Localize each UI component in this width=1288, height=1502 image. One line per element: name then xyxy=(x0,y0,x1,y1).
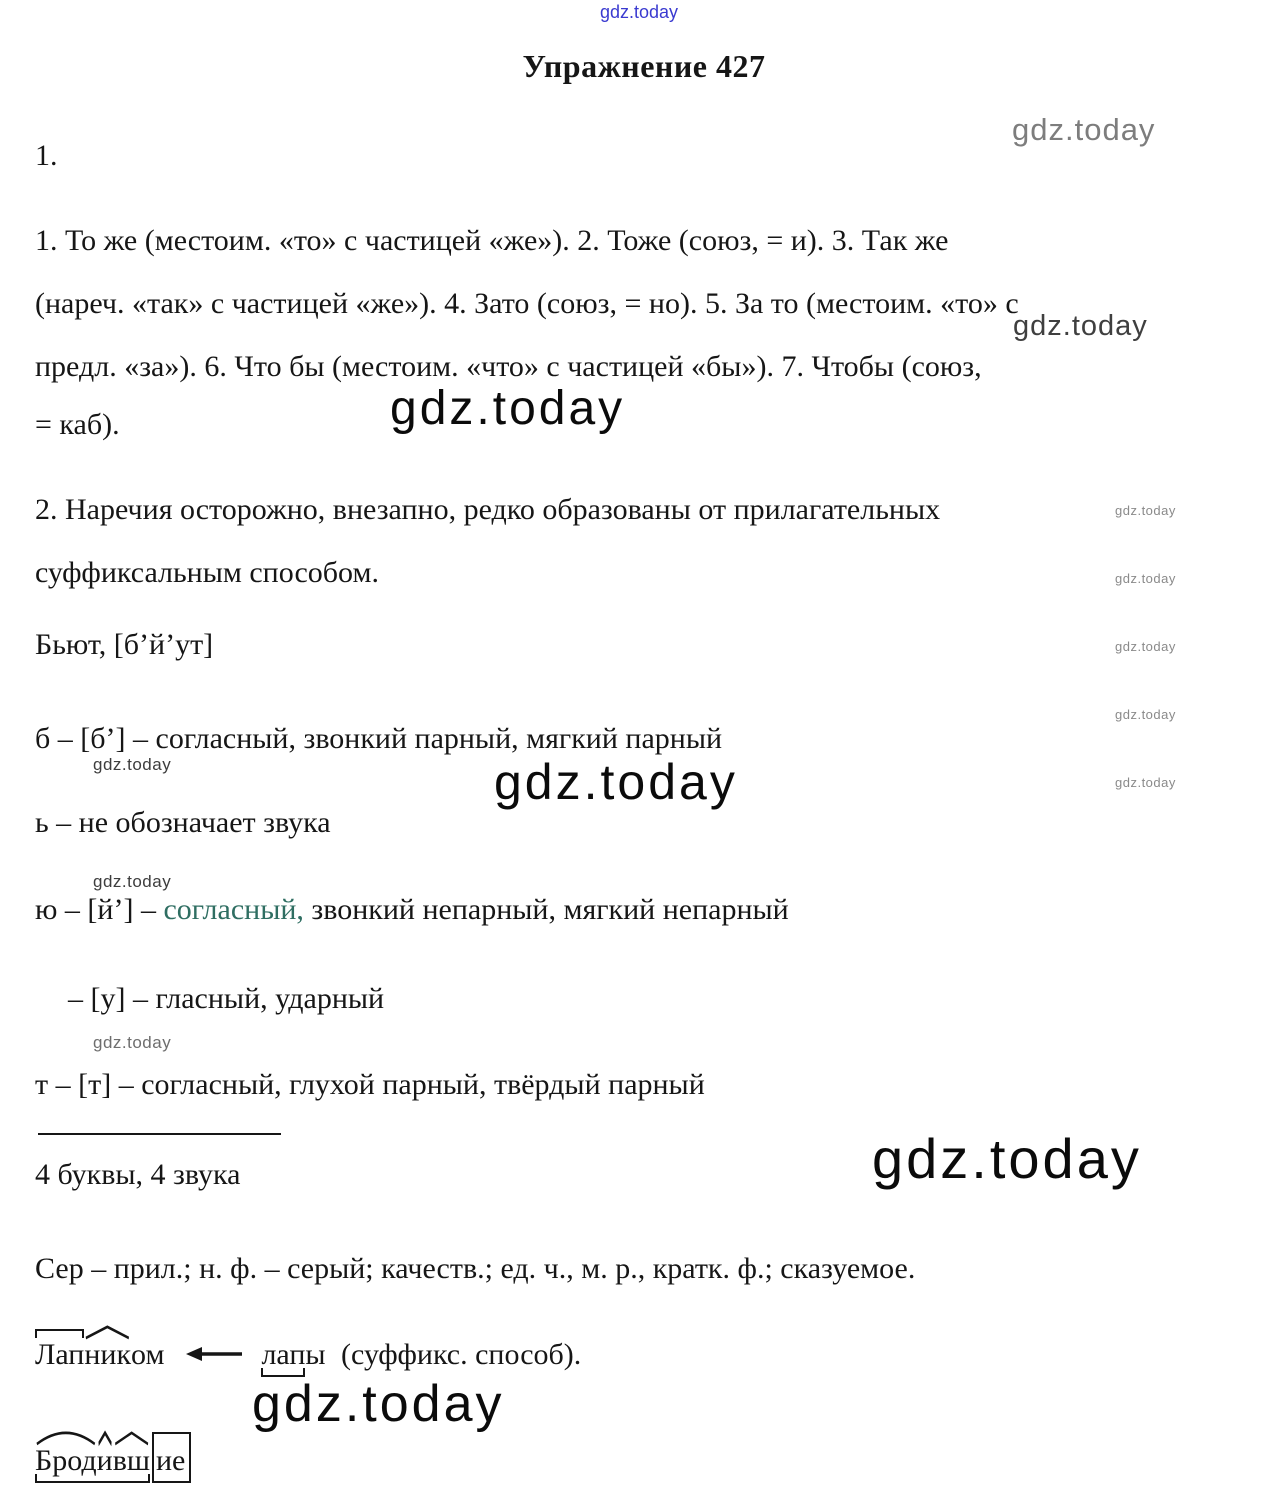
derivation-line xyxy=(35,1338,581,1372)
part2-line-1: 2. Наречия осторожно, внезапно, редко образованы от прилагательных xyxy=(35,493,941,526)
exercise-title: Упражнение 427 xyxy=(522,48,766,84)
watermark-big-2: gdz.today xyxy=(494,754,738,810)
watermark-inline-3: gdz.today xyxy=(93,1033,172,1052)
left-arrow-icon xyxy=(186,1345,244,1363)
watermark-title-right: gdz.today xyxy=(1012,112,1156,147)
phonetic-line-yu xyxy=(35,893,789,927)
lapnikom-ending: ом xyxy=(131,1338,165,1371)
adjective-parse-line: Сер – прил.; н. ф. – серый; качеств.; ед. ч., м. р., кратк. ф.; сказуемое. xyxy=(35,1252,916,1285)
part1-line-1: 1. То же (местоим. «то» с частицей «же»). 2. Тоже (союз, = и). 3. Так же xyxy=(35,224,949,257)
phonetic-line-b: б – [б’] – согласный, звонкий парный, мягкий парный xyxy=(35,722,723,755)
summary-divider-rule xyxy=(38,1133,281,1135)
watermark-big-3: gdz.today xyxy=(872,1127,1142,1190)
brodivshie-ending-box: ие xyxy=(152,1432,191,1483)
watermark-paragraph-right: gdz.today xyxy=(1013,310,1148,342)
watermark-big-4: gdz.today xyxy=(252,1375,505,1433)
word-brodivshie xyxy=(35,1432,191,1483)
phonetic-line-u: – [у] – гласный, ударный xyxy=(68,982,385,1015)
lapnikom-suffix: ник xyxy=(84,1338,131,1372)
lapnikom-root: Лап xyxy=(35,1338,84,1372)
participle-line xyxy=(35,1432,191,1483)
root-underline-mark xyxy=(261,1368,305,1377)
suffix-caret-mark xyxy=(84,1325,131,1338)
part2-line-2: суффиксальным способом. xyxy=(35,556,379,589)
watermark-margin-1: gdz.today xyxy=(1115,503,1176,518)
watermark-margin-4: gdz.today xyxy=(1115,707,1176,722)
letters-sounds-total: 4 буквы, 4 звука xyxy=(35,1158,241,1191)
brodivshie-suffix1: и xyxy=(97,1444,113,1478)
brodivshie-root: Брод xyxy=(35,1444,97,1478)
phonetic-line-t: т – [т] – согласный, глухой парный, твёрдый парный xyxy=(35,1068,705,1101)
phonetic-yu-prefix: ю – [й’] – xyxy=(35,893,164,926)
watermark-margin-5: gdz.today xyxy=(1115,775,1176,790)
watermark-top: gdz.today xyxy=(600,2,679,22)
phonetic-yu-colored-word: согласный, xyxy=(163,893,304,926)
watermark-margin-3: gdz.today xyxy=(1115,639,1176,654)
phonetic-yu-suffix: звонкий непарный, мягкий непарный xyxy=(303,893,789,926)
stem-underline-mark xyxy=(35,1474,150,1483)
phonetic-word-line: Бьют, [б’й’ут] xyxy=(35,628,214,661)
watermark-inline-2: gdz.today xyxy=(93,872,172,891)
brodivshie-suffix2: вш xyxy=(113,1444,150,1478)
lapy-root: лап xyxy=(261,1338,305,1372)
phonetic-line-soft-sign: ь – не обозначает звука xyxy=(35,806,331,839)
root-arc-mark xyxy=(35,1431,97,1444)
lapy-ending: ы xyxy=(305,1338,326,1371)
watermark-inline-1: gdz.today xyxy=(93,755,172,774)
root-bracket-mark xyxy=(35,1329,84,1338)
watermark-big-1: gdz.today xyxy=(390,382,626,435)
derivation-note: (суффикс. способ). xyxy=(341,1338,582,1371)
suffix-caret-mark-2 xyxy=(113,1431,150,1444)
part1-line-4: = каб). xyxy=(35,408,120,441)
part1-line-3: предл. «за»). 6. Что бы (местоим. «что» с частицей «бы»). 7. Чтобы (союз, xyxy=(35,350,982,383)
word-lapy xyxy=(261,1338,325,1372)
word-lapnikom xyxy=(35,1338,164,1372)
part1-line-2: (нареч. «так» с частицей «же»). 4. Зато (союз, = но). 5. За то (местоим. «то» с xyxy=(35,287,1019,320)
watermark-margin-2: gdz.today xyxy=(1115,571,1176,586)
suffix-caret-mark-1 xyxy=(97,1431,113,1444)
section-marker-1: 1. xyxy=(35,139,58,172)
brodivshie-stem xyxy=(35,1444,150,1478)
